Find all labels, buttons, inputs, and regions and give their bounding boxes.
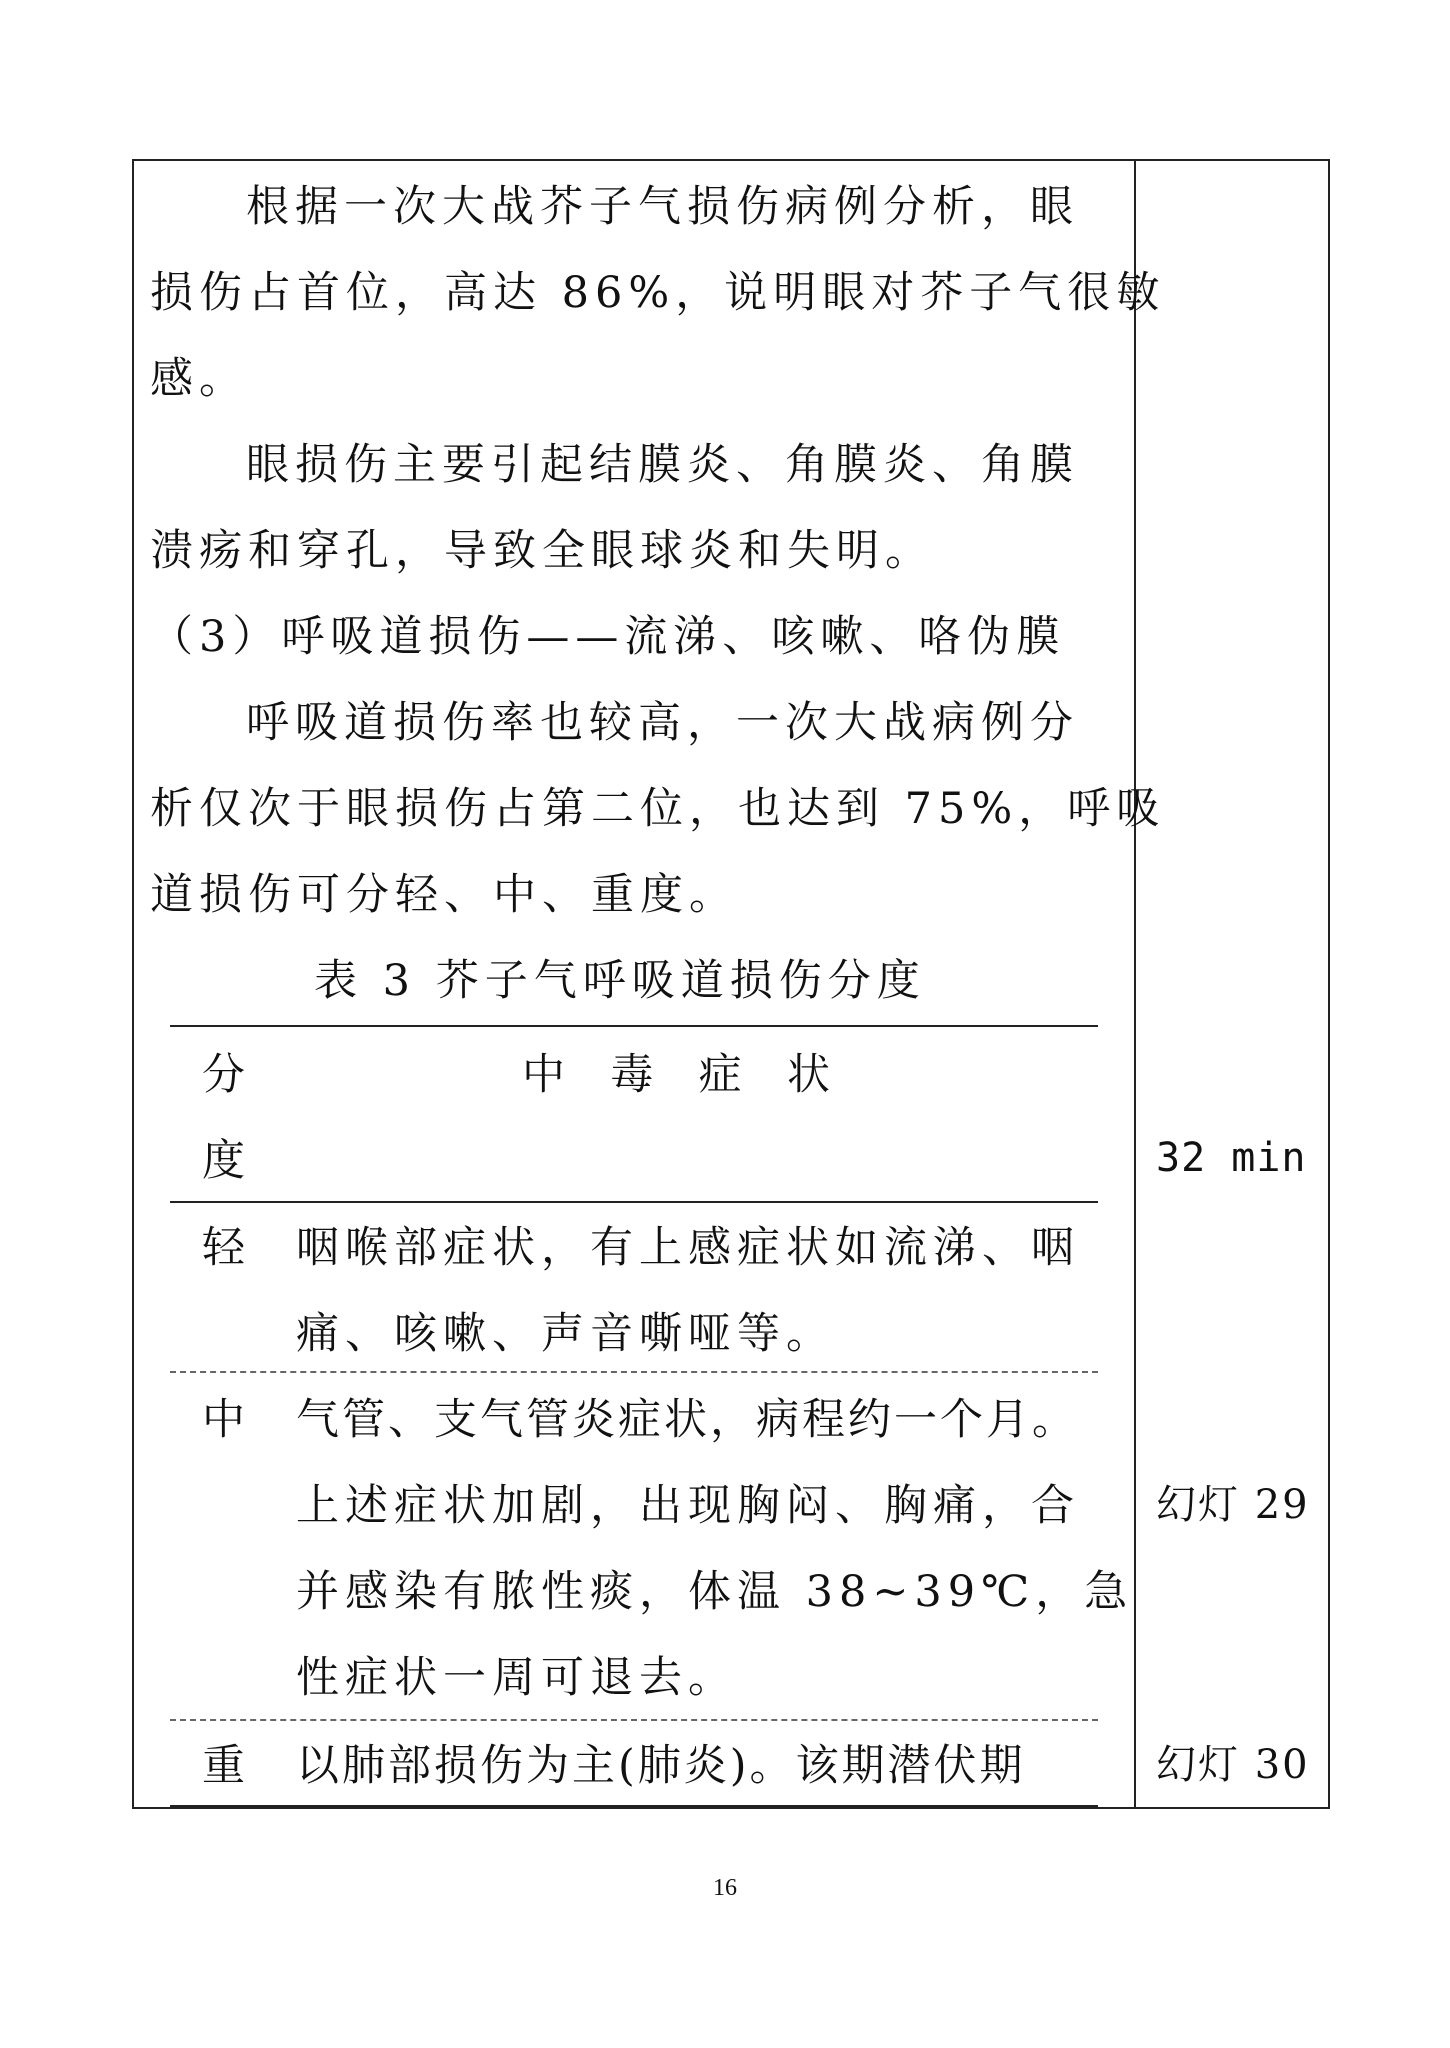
- table-cell-line: 痛、咳嗽、声音嘶哑等。: [296, 1309, 835, 1359]
- column-divider: [1134, 161, 1136, 1807]
- table-header-degree: 分: [202, 1050, 251, 1100]
- table-cell-line: 咽喉部症状，有上感症状如流涕、咽: [296, 1223, 1080, 1273]
- page-number: 16: [713, 1875, 737, 1901]
- section-heading: （3）呼吸道损伤——流涕、咳嗽、咯伪膜: [150, 612, 1066, 662]
- table-cell-line: 以肺部损伤为主(肺炎)。该期潜伏期: [296, 1741, 1026, 1791]
- text-line: 损伤占首位，高达 86%，说明眼对芥子气很敏: [150, 268, 1166, 318]
- table-caption: 表 3 芥子气呼吸道损伤分度: [314, 956, 926, 1006]
- text-line: 析仅次于眼损伤占第二位，也达到 75%，呼吸: [150, 784, 1166, 834]
- table-header-rule: [170, 1201, 1098, 1203]
- lesson-table-frame: [132, 159, 1330, 1809]
- table-header-symptoms: 中 毒 症 状: [522, 1050, 837, 1100]
- table-cell-line: 性症状一周可退去。: [296, 1653, 737, 1703]
- table-top-rule: [170, 1025, 1098, 1027]
- text-line: 道损伤可分轻、中、重度。: [150, 870, 738, 920]
- table-row-degree: 轻: [202, 1223, 251, 1273]
- text-line: 感。: [150, 354, 248, 404]
- table-cell-line: 上述症状加剧，出现胸闷、胸痛，合: [296, 1481, 1080, 1531]
- text-line: 眼损伤主要引起结膜炎、角膜炎、角膜: [246, 440, 1079, 490]
- row-separator: [170, 1719, 1098, 1721]
- table-cell-line: 并感染有脓性痰，体温 38~39℃，急: [296, 1567, 1134, 1617]
- slide-note: 幻灯 29: [1156, 1482, 1310, 1528]
- table-header-degree: 度: [202, 1136, 251, 1186]
- table-row-degree: 重: [202, 1741, 251, 1791]
- time-note: 32 min: [1156, 1135, 1307, 1181]
- table-row-degree: 中: [202, 1395, 251, 1445]
- text-line: 根据一次大战芥子气损伤病例分析，眼: [246, 182, 1079, 232]
- slide-note: 幻灯 30: [1156, 1742, 1310, 1788]
- table-cell-line: 气管、支气管炎症状，病程约一个月。: [296, 1395, 1078, 1445]
- text-line: 溃疡和穿孔，导致全眼球炎和失明。: [150, 526, 934, 576]
- table-bottom-rule: [170, 1805, 1098, 1807]
- row-separator: [170, 1371, 1098, 1373]
- text-line: 呼吸道损伤率也较高，一次大战病例分: [246, 698, 1079, 748]
